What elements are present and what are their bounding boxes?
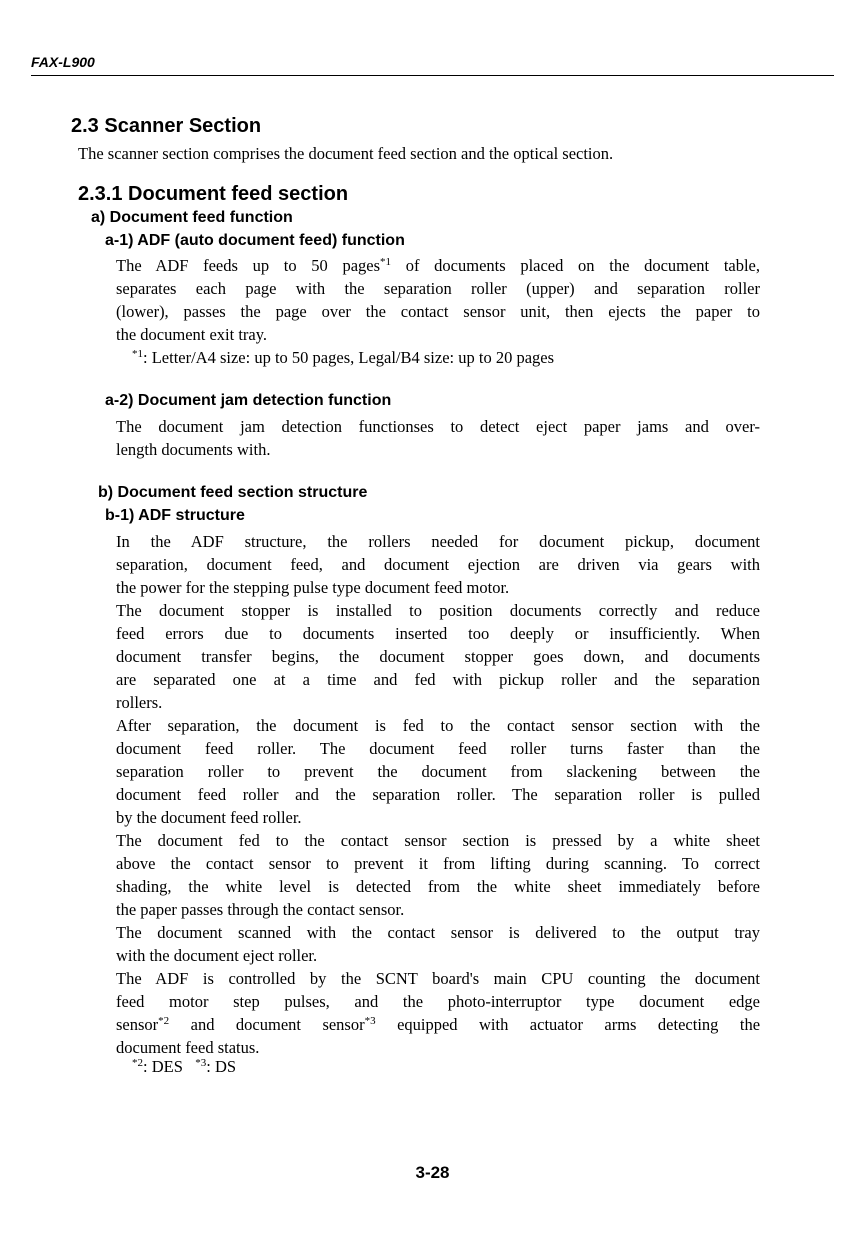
- section-2-3-1-title: 2.3.1 Document feed section: [78, 183, 349, 205]
- subsection-b1-title: b-1) ADF structure: [105, 507, 245, 524]
- text-line: separation roller to prevent the document from slackening between the: [116, 762, 760, 781]
- text-line: (lower), passes the page over the contact sensor unit, then ejects the paper to: [116, 302, 760, 321]
- text-run: of documents placed on the document table,: [405, 256, 761, 275]
- text-line: In the ADF structure, the rollers needed for document pickup, document: [116, 532, 760, 551]
- text-line: the document exit tray.: [116, 325, 268, 344]
- footnote-mark: *1: [132, 348, 143, 360]
- subsection-b-title: b) Document feed section structure: [98, 484, 368, 501]
- footnote-text: : Letter/A4 size: up to 50 pages, Legal/B4 size: up to 20 pages: [143, 348, 555, 367]
- text-line: document feed roller and the separation roller. The separation roller is pulled: [116, 785, 760, 804]
- footnote-text: : DES: [143, 1057, 183, 1076]
- footnote-1: [132, 346, 554, 369]
- footnote-mark: *3: [364, 1015, 376, 1027]
- text-line: rollers.: [116, 693, 163, 712]
- text-line: shading, the white level is detected from the white sheet immediately before: [116, 877, 760, 896]
- running-header-model: FAX-L900: [31, 54, 95, 70]
- text-line: feed errors due to documents inserted too deeply or insufficiently. When: [116, 624, 760, 643]
- text-line: After separation, the document is fed to the contact sensor section with the: [116, 716, 760, 735]
- text-line: The document scanned with the contact sensor is delivered to the output tray: [116, 923, 760, 942]
- text-line: The document fed to the contact sensor section is pressed by a white sheet: [116, 831, 760, 850]
- text-line: feed motor step pulses, and the photo-interruptor type document edge: [116, 992, 760, 1011]
- text-line: above the contact sensor to prevent it from lifting during scanning. To correct: [116, 854, 760, 873]
- page-number: 3-28: [415, 1163, 450, 1182]
- section-2-3-title: 2.3 Scanner Section: [71, 115, 262, 137]
- text-line: the paper passes through the contact sensor.: [116, 900, 405, 919]
- text-line: with the document eject roller.: [116, 946, 318, 965]
- paragraph-b1: [116, 530, 760, 1059]
- text-line: separates each page with the separation roller (upper) and separation roller: [116, 279, 760, 298]
- footnotes-2-3: [132, 1055, 236, 1078]
- text-line: the power for the stepping pulse type document feed motor.: [116, 578, 510, 597]
- subsection-a-title: a) Document feed function: [91, 209, 293, 226]
- footnote-mark: *2: [158, 1015, 170, 1027]
- text-run: and document sensor: [190, 1015, 365, 1034]
- text-line: by the document feed roller.: [116, 808, 302, 827]
- text-line: document transfer begins, the document stopper goes down, and documents: [116, 647, 760, 666]
- subsection-a2-title: a-2) Document jam detection function: [105, 392, 392, 409]
- text-line: The ADF is controlled by the SCNT board's main CPU counting the document: [116, 969, 760, 988]
- text-line: The document jam detection functionses to detect eject paper jams and over-: [116, 417, 760, 436]
- footnote-mark: *3: [195, 1057, 207, 1069]
- paragraph-a2: [116, 415, 760, 461]
- text-run: equipped with actuator arms detecting the: [397, 1015, 761, 1034]
- text-line: separation, document feed, and document ejection are driven via gears with: [116, 555, 760, 574]
- text-run: sensor: [116, 1015, 159, 1034]
- footnote-text: : DS: [206, 1057, 237, 1076]
- text-line: document feed status.: [116, 1038, 260, 1057]
- paragraph-a1: [116, 254, 760, 346]
- section-2-3-intro: The scanner section comprises the document feed section and the optical section.: [78, 144, 614, 163]
- text-run: The ADF feeds up to 50 pages: [116, 256, 381, 275]
- subsection-a1-title: a-1) ADF (auto document feed) function: [105, 232, 405, 249]
- text-line: document feed roller. The document feed roller turns faster than the: [116, 739, 760, 758]
- footnote-mark: *1: [380, 256, 392, 268]
- footnote-mark: *2: [132, 1057, 143, 1069]
- text-line: The document stopper is installed to position documents correctly and reduce: [116, 601, 760, 620]
- text-line: are separated one at a time and fed with pickup roller and the separation: [116, 670, 760, 689]
- text-line: length documents with.: [116, 440, 271, 459]
- header-rule: [31, 75, 834, 76]
